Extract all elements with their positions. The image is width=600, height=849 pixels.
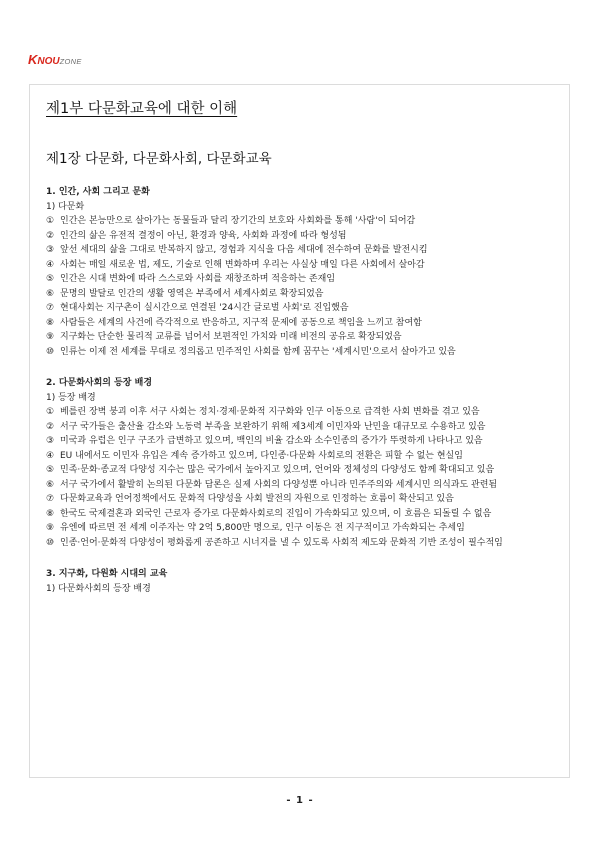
list-item-marker: ①: [46, 407, 55, 417]
list-item-text: 인류는 이제 전 세계를 무대로 정의롭고 민주적인 사회를 함께 꿈꾸는 '세계시민'으로서 살아가고 있음: [60, 346, 456, 357]
list-item-marker: ③: [46, 245, 55, 255]
list-item-marker: ②: [46, 230, 55, 241]
list-item-text: 인종·언어·문화적 다양성이 평화롭게 공존하고 시너지를 낼 수 있도록 사회적 제도와 문화적 기반 조성이 필수적임: [60, 537, 503, 548]
list-item-marker: ⑩: [46, 537, 55, 548]
list-item: [46, 345, 568, 360]
list-item-text: 지구화는 단순한 물리적 교류를 넘어서 보편적인 가치와 미래 비전의 공유로 확장되었음: [60, 332, 402, 342]
list-item: [46, 243, 568, 258]
list-item-text: 미국과 유럽은 인구 구조가 급변하고 있으며, 백인의 비율 감소와 소수인종의 증가가 뚜렷하게 나타나고 있음: [60, 436, 483, 446]
list-item-marker: ⑧: [46, 317, 55, 328]
list-item-marker: ⑩: [46, 346, 55, 357]
list-item: [46, 405, 568, 420]
list-item-text: 유엔에 따르면 전 세계 이주자는 약 2억 5,800만 명으로, 인구 이동은 전 지구적이고 가속화되는 추세임: [60, 523, 465, 533]
list-item-text: 한국도 국제결혼과 외국인 근로자 증가로 다문화사회로의 진입이 가속화되고 있으며, 이 흐름은 되돌릴 수 없음: [60, 508, 492, 519]
chapter-title: 제1장 다문화, 다문화사회, 다문화교육: [46, 151, 272, 167]
section-subheading: 1) 다문화사회의 등장 배경: [46, 583, 151, 594]
list-item: [46, 536, 568, 551]
list-item-text: 인간은 시대 변화에 따라 스스로와 사회를 재창조하며 적응하는 존재임: [60, 274, 336, 284]
list-item-text: 서구 국가들은 출산율 감소와 노동력 부족을 보완하기 위해 제3세계 이민자와 난민을 대규모로 수용하고 있음: [60, 421, 486, 432]
list-item-marker: ①: [46, 216, 55, 226]
list-item: [46, 330, 568, 345]
list-item-marker: ⑨: [46, 523, 55, 533]
list-item-marker: ⑦: [46, 303, 55, 313]
list-item-text: 서구 국가에서 활발히 논의된 다문화 담론은 실제 사회의 다양성뿐 아니라 민주주의와 세계시민 의식과도 관련됨: [60, 479, 498, 490]
list-item-text: 베를린 장벽 붕괴 이후 서구 사회는 정치·경제·문화적 지구화와 인구 이동으로 급격한 사회 변화를 겪고 있음: [60, 407, 480, 417]
logo-zone: ZONE: [59, 57, 82, 66]
list-item-text: 인간은 본능만으로 살아가는 동물들과 달리 장기간의 보호와 사회화를 통해 '사람'이 되어감: [60, 216, 416, 226]
list-item-text: 앞선 세대의 삶을 그대로 반복하지 않고, 경험과 지식을 다음 세대에 전수하여 문화를 발전시킴: [60, 245, 428, 255]
list-item: [46, 492, 568, 507]
list-item-marker: ⑥: [46, 288, 55, 299]
section-subheading: 1) 다문화: [46, 201, 85, 212]
list-item-marker: ⑦: [46, 494, 55, 504]
logo-nou: NOU: [37, 56, 60, 67]
list-item-text: 민족·문화·종교적 다양성 지수는 많은 국가에서 높아지고 있으며, 언어와 정체성의 다양성도 함께 확대되고 있음: [60, 465, 495, 475]
list-item: [46, 287, 568, 302]
list-item-marker: ②: [46, 421, 55, 432]
list-item: [46, 301, 568, 316]
list-item-marker: ⑧: [46, 508, 55, 519]
section-gap: [46, 359, 568, 376]
list-item-text: 인간의 삶은 유전적 결정이 아닌, 환경과 양육, 사회화 과정에 따라 형성됨: [60, 230, 347, 241]
list-item: [46, 463, 568, 478]
part-title: 제1부 다문화교육에 대한 이해: [46, 101, 238, 117]
section-heading: 2. 다문화사회의 등장 배경: [46, 378, 153, 388]
list-item: [46, 316, 568, 331]
list-item: [46, 449, 568, 464]
list-item: [46, 272, 568, 287]
document-body: [46, 185, 568, 596]
list-item-marker: ④: [46, 450, 55, 461]
list-item-marker: ⑤: [46, 274, 55, 284]
list-item: [46, 478, 568, 493]
section-heading: 3. 지구화, 다원화 시대의 교육: [46, 569, 168, 579]
list-item: [46, 229, 568, 244]
page-number: - 1 -: [286, 795, 314, 806]
list-item: [46, 258, 568, 273]
list-item-marker: ④: [46, 259, 55, 270]
logo-k: K: [28, 52, 38, 67]
list-item-text: 사회는 매일 새로운 법, 제도, 기술로 인해 변화하며 우리는 사실상 매일 다른 사회에서 살아감: [60, 259, 425, 270]
list-item-text: 문명의 발달로 인간의 생활 영역은 부족에서 세계사회로 확장되었음: [60, 288, 324, 299]
list-item-marker: ⑤: [46, 465, 55, 475]
section-heading: 1. 인간, 사회 그리고 문화: [46, 187, 150, 197]
list-item: [46, 507, 568, 522]
list-item-marker: ⑨: [46, 332, 55, 342]
list-item-text: EU 내에서도 이민자 유입은 계속 증가하고 있으며, 다인종·다문화 사회로의 전환은 피할 수 없는 현실임: [60, 450, 463, 461]
list-item-text: 현대사회는 지구촌이 실시간으로 연결된 '24시간 글로벌 사회'로 진입했음: [60, 303, 349, 313]
list-item-marker: ⑥: [46, 479, 55, 490]
list-item-marker: ③: [46, 436, 55, 446]
list-item-text: 다문화교육과 언어정책에서도 문화적 다양성을 사회 발전의 자원으로 인정하는 흐름이 확산되고 있음: [60, 494, 454, 504]
list-item-text: 사람들은 세계의 사건에 즉각적으로 반응하고, 지구적 문제에 공동으로 책임을 느끼고 참여함: [60, 317, 422, 328]
list-item: [46, 214, 568, 229]
section-gap: [46, 550, 568, 567]
list-item: [46, 420, 568, 435]
knouzone-logo: [28, 51, 82, 69]
section-subheading: 1) 등장 배경: [46, 392, 96, 403]
list-item: [46, 521, 568, 536]
list-item: [46, 434, 568, 449]
